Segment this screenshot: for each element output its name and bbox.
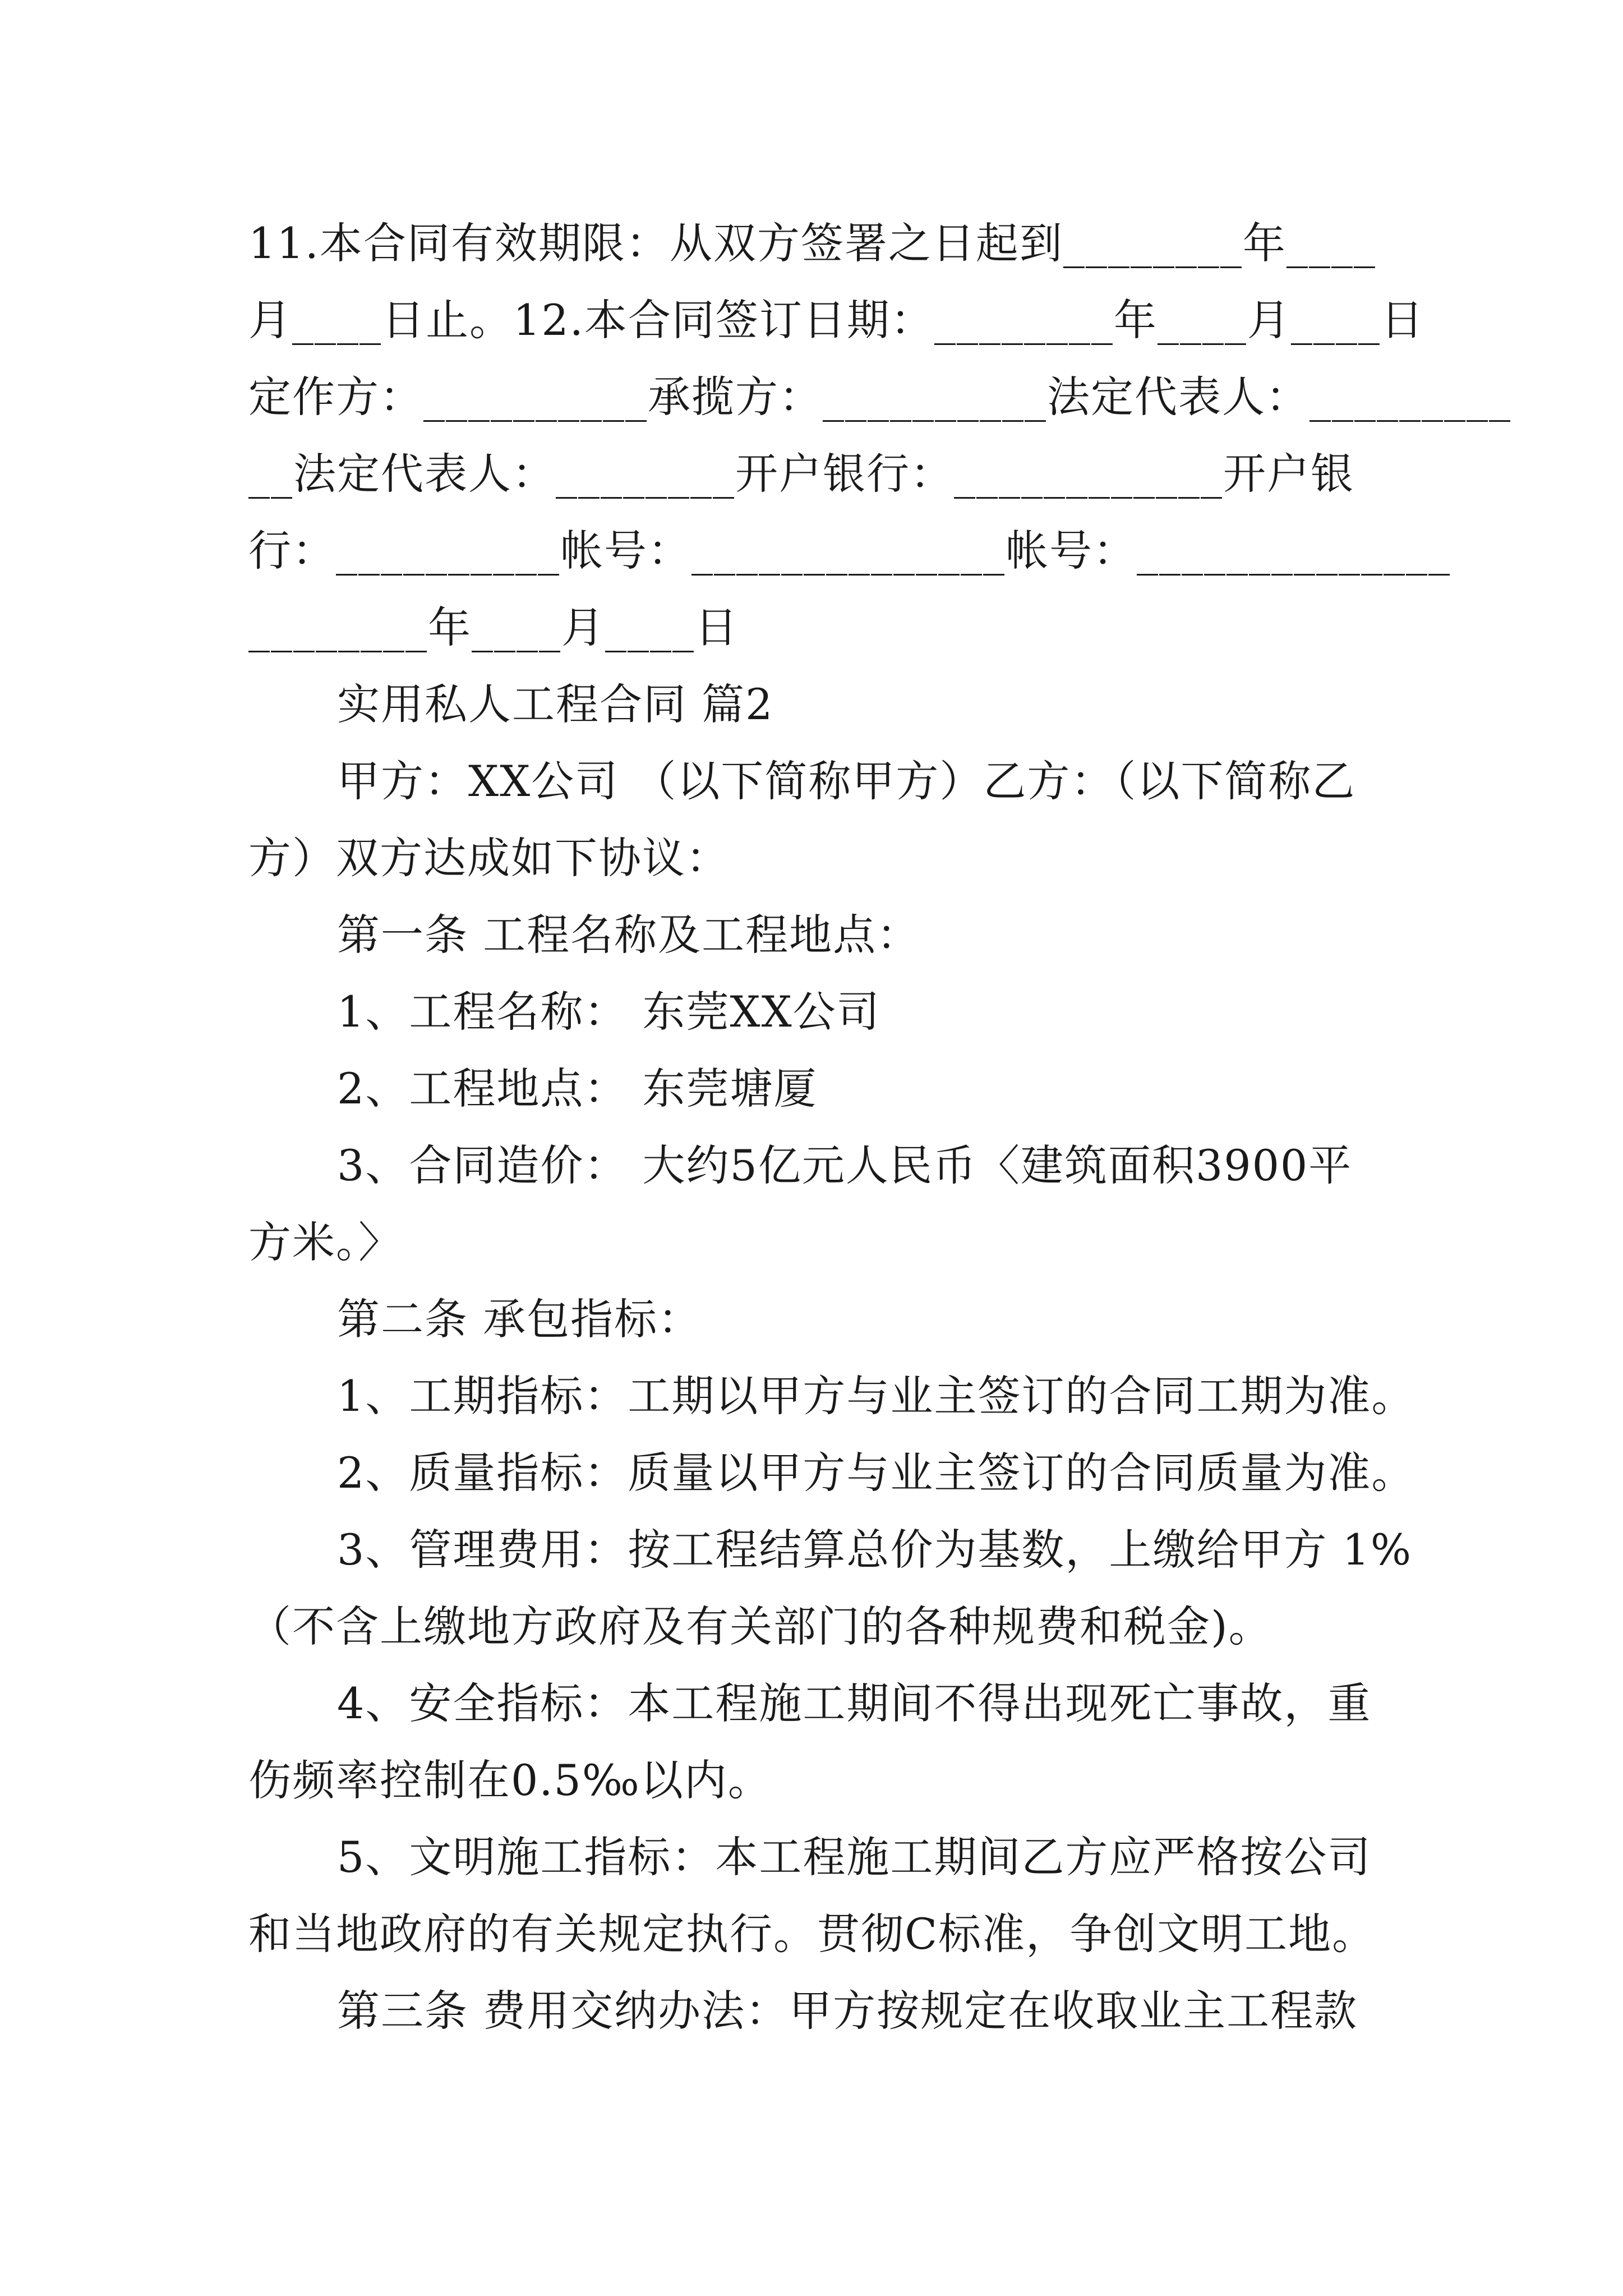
text-line: 月____日止。12.本合同签订日期：________年____月____日 (248, 295, 1424, 345)
text-line: 4、安全指标：本工程施工期间不得出现死亡事故，重 (337, 1678, 1372, 1728)
text-line: 方米。〉 (248, 1217, 402, 1267)
text-line: 2、工程地点： 东莞塘厦 (337, 1064, 818, 1114)
text-line: __法定代表人：________开户银行：____________开户银 (248, 449, 1354, 499)
text-line: 3、合同造价： 大约5亿元人民币〈建筑面积3900平 (337, 1140, 1353, 1190)
text-line: ________年____月____日 (248, 602, 739, 652)
text-line: 方）双方达成如下协议： (248, 833, 730, 883)
text-line: 11.本合同有效期限：从双方签署之日起到________年____ (248, 218, 1376, 268)
article-heading: 第二条 承包指标： (337, 1294, 702, 1344)
text-line: 甲方：XX公司 （以下简称甲方）乙方：（以下简称乙 (337, 756, 1356, 806)
text-line: 2、质量指标：质量以甲方与业主签订的合同质量为准。 (337, 1448, 1415, 1498)
text-line: （不含上缴地方政府及有关部门的各种规费和税金)。 (248, 1602, 1272, 1651)
text-line: 和当地政府的有关规定执行。贯彻C标准，争创文明工地。 (248, 1909, 1376, 1959)
article-heading: 第一条 工程名称及工程地点： (337, 910, 921, 960)
article-heading: 第三条 费用交纳办法：甲方按规定在收取业主工程款 (337, 1986, 1358, 2036)
text-line: 5、文明施工指标：本工程施工期间乙方应严格按公司 (337, 1832, 1372, 1882)
text-line: 1、工期指标：工期以甲方与业主签订的合同工期为准。 (337, 1371, 1415, 1421)
text-line: 行：__________帐号：______________帐号：______________ (248, 526, 1451, 576)
text-line: 定作方：__________承揽方：__________法定代表人：_________ (248, 372, 1511, 422)
document-body (248, 205, 1511, 2049)
text-line: 1、工程名称： 东莞XX公司 (337, 987, 880, 1037)
section-heading: 实用私人工程合同 篇2 (337, 679, 774, 729)
text-line: 伤频率控制在0.5‰以内。 (248, 1755, 772, 1805)
text-line: 3、管理费用：按工程结算总价为基数，上缴给甲方 1% (337, 1525, 1413, 1575)
